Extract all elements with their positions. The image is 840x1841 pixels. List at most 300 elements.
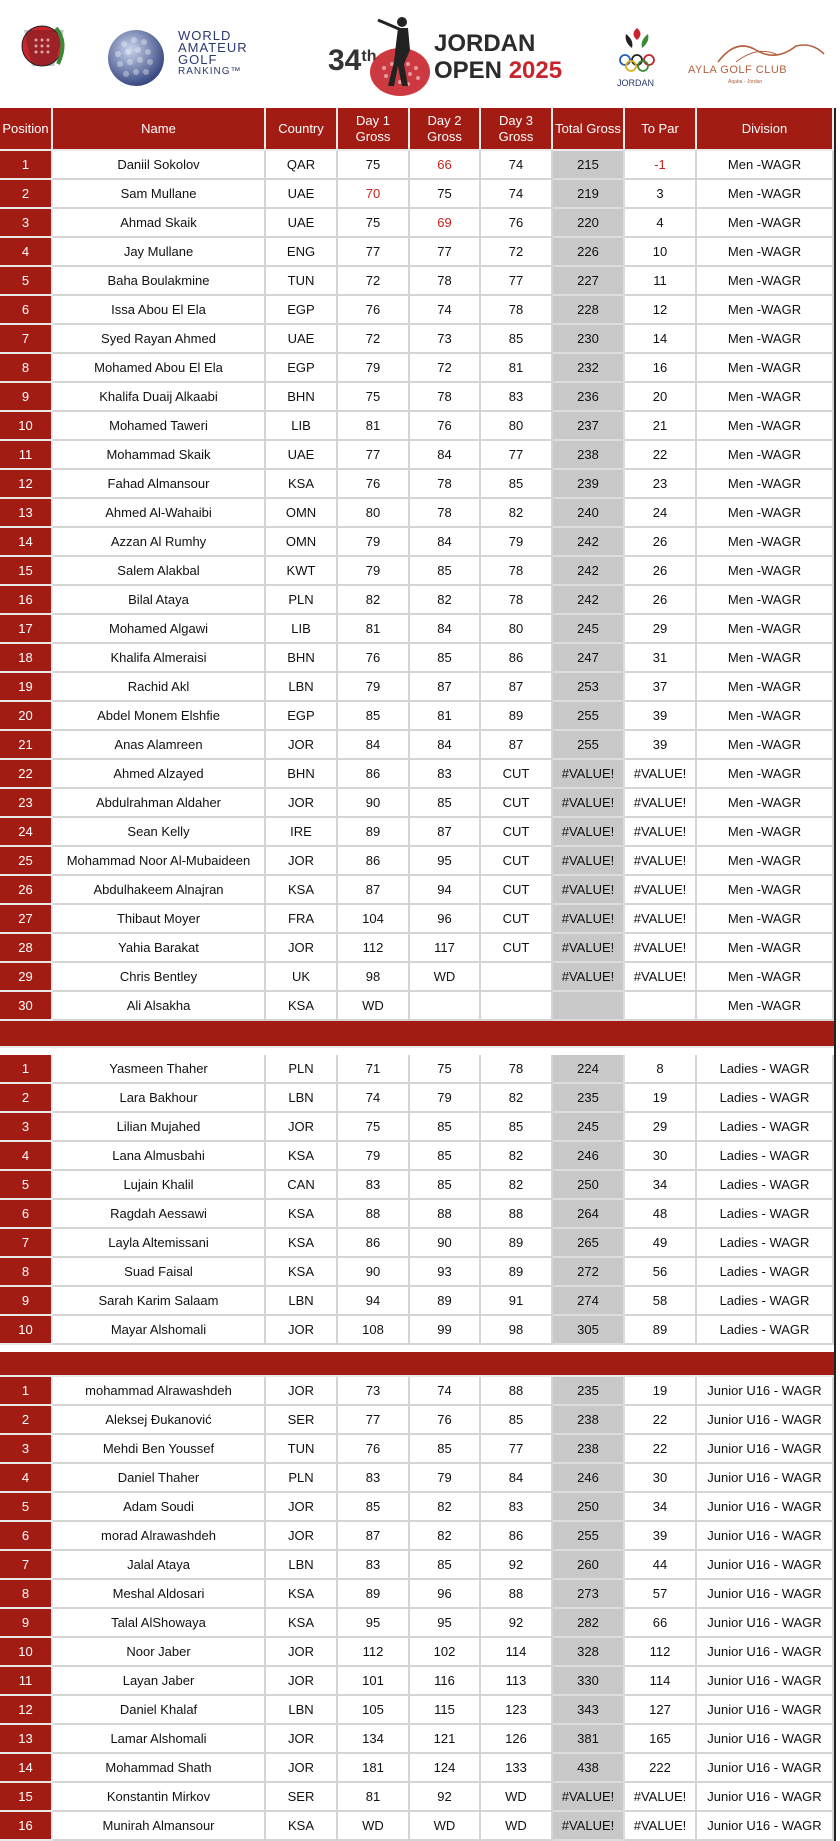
day3-cell: 81 (481, 354, 553, 383)
table-row (0, 1142, 834, 1171)
division-cell: Junior U16 - WAGR (697, 1580, 834, 1609)
ayla-swoosh-logo (716, 36, 826, 66)
table-row (0, 267, 834, 296)
to-par-cell: 34 (625, 1493, 697, 1522)
division-separator (0, 1021, 834, 1048)
position-cell: 4 (0, 1142, 53, 1171)
table-row (0, 1200, 834, 1229)
column-header-position: Position (0, 108, 53, 151)
golfer-silhouette-icon (364, 14, 434, 98)
day3-cell: CUT (481, 905, 553, 934)
table-row (0, 441, 834, 470)
table-row (0, 1084, 834, 1113)
name-cell: Rachid Akl (53, 673, 266, 702)
day1-cell: 72 (338, 325, 410, 354)
position-cell: 5 (0, 1171, 53, 1200)
day3-cell: 82 (481, 1084, 553, 1113)
division-cell: Ladies - WAGR (697, 1142, 834, 1171)
day1-cell: 76 (338, 296, 410, 325)
to-par-cell: 58 (625, 1287, 697, 1316)
day1-cell: 112 (338, 1638, 410, 1667)
division-cell: Ladies - WAGR (697, 1316, 834, 1345)
country-cell: KSA (266, 1812, 338, 1841)
country-cell: KSA (266, 1580, 338, 1609)
total-cell: 245 (553, 615, 625, 644)
day2-cell: 95 (410, 1609, 481, 1638)
total-cell: 282 (553, 1609, 625, 1638)
total-cell: 246 (553, 1464, 625, 1493)
table-row (0, 1171, 834, 1200)
total-cell: 219 (553, 180, 625, 209)
total-cell: 265 (553, 1229, 625, 1258)
division-cell: Junior U16 - WAGR (697, 1435, 834, 1464)
name-cell: Chris Bentley (53, 963, 266, 992)
position-cell: 13 (0, 1725, 53, 1754)
to-par-cell: 48 (625, 1200, 697, 1229)
country-cell: JOR (266, 934, 338, 963)
day1-cell: 75 (338, 383, 410, 412)
total-cell: #VALUE! (553, 876, 625, 905)
total-cell: 238 (553, 1406, 625, 1435)
country-cell: UK (266, 963, 338, 992)
table-row (0, 528, 834, 557)
to-par-cell: 31 (625, 644, 697, 673)
day2-cell: 88 (410, 1200, 481, 1229)
day1-cell: 80 (338, 499, 410, 528)
country-cell: JOR (266, 1667, 338, 1696)
division-cell: Ladies - WAGR (697, 1113, 834, 1142)
day1-cell: 77 (338, 1406, 410, 1435)
division-cell: Junior U16 - WAGR (697, 1522, 834, 1551)
day2-cell: 78 (410, 383, 481, 412)
day2-cell: 78 (410, 499, 481, 528)
day1-cell: 98 (338, 963, 410, 992)
section-gap (0, 1048, 834, 1055)
name-cell: Bilal Ataya (53, 586, 266, 615)
division-cell: Ladies - WAGR (697, 1055, 834, 1084)
day2-cell: 84 (410, 731, 481, 760)
country-cell: KSA (266, 876, 338, 905)
table-row (0, 1638, 834, 1667)
day2-cell: 82 (410, 586, 481, 615)
day3-cell: 78 (481, 586, 553, 615)
name-cell: Meshal Aldosari (53, 1580, 266, 1609)
day1-cell: 79 (338, 1142, 410, 1171)
division-cell: Men -WAGR (697, 441, 834, 470)
position-cell: 10 (0, 1638, 53, 1667)
total-cell: 224 (553, 1055, 625, 1084)
country-cell: KWT (266, 557, 338, 586)
column-header-division: Division (697, 108, 834, 151)
position-cell: 9 (0, 1609, 53, 1638)
position-cell: 9 (0, 383, 53, 412)
position-cell: 1 (0, 1055, 53, 1084)
total-cell: 264 (553, 1200, 625, 1229)
day1-cell: 82 (338, 586, 410, 615)
name-cell: Adam Soudi (53, 1493, 266, 1522)
position-cell: 1 (0, 1377, 53, 1406)
day2-cell: 85 (410, 1142, 481, 1171)
country-cell: UAE (266, 180, 338, 209)
club-name: AYLA GOLF CLUB (688, 64, 788, 76)
country-cell: SER (266, 1406, 338, 1435)
total-cell: 230 (553, 325, 625, 354)
day2-cell: 84 (410, 615, 481, 644)
position-cell: 14 (0, 528, 53, 557)
division-cell: Men -WAGR (697, 992, 834, 1021)
position-cell: 7 (0, 1229, 53, 1258)
table-row (0, 1435, 834, 1464)
to-par-cell: 19 (625, 1377, 697, 1406)
division-cell: Men -WAGR (697, 731, 834, 760)
total-cell: #VALUE! (553, 818, 625, 847)
table-row (0, 1377, 834, 1406)
day3-cell: 87 (481, 673, 553, 702)
name-cell: Issa Abou El Ela (53, 296, 266, 325)
country-cell: KSA (266, 470, 338, 499)
to-par-cell: #VALUE! (625, 934, 697, 963)
to-par-cell: 26 (625, 528, 697, 557)
country-cell: EGP (266, 296, 338, 325)
day1-cell: 75 (338, 1113, 410, 1142)
day3-cell: 85 (481, 470, 553, 499)
country-cell: LBN (266, 673, 338, 702)
name-cell: Ali Alsakha (53, 992, 266, 1021)
day2-cell: 74 (410, 1377, 481, 1406)
position-cell: 4 (0, 1464, 53, 1493)
division-cell: Men -WAGR (697, 238, 834, 267)
country-cell: LIB (266, 412, 338, 441)
country-cell: KSA (266, 1609, 338, 1638)
table-row (0, 1287, 834, 1316)
leaderboard (0, 108, 836, 1841)
position-cell: 5 (0, 267, 53, 296)
division-cell: Men -WAGR (697, 789, 834, 818)
total-cell: 215 (553, 151, 625, 180)
column-header-country: Country (266, 108, 338, 151)
country-cell: JOR (266, 847, 338, 876)
name-cell: Sarah Karim Salaam (53, 1287, 266, 1316)
to-par-cell: 89 (625, 1316, 697, 1345)
to-par-cell: 11 (625, 267, 697, 296)
division-cell: Men -WAGR (697, 499, 834, 528)
table-row (0, 1783, 834, 1812)
day2-cell: 117 (410, 934, 481, 963)
day2-cell: 79 (410, 1084, 481, 1113)
name-cell: Sean Kelly (53, 818, 266, 847)
day3-cell: 78 (481, 1055, 553, 1084)
day3-cell: 86 (481, 1522, 553, 1551)
country-cell: OMN (266, 528, 338, 557)
division-cell: Men -WAGR (697, 412, 834, 441)
day3-cell: 89 (481, 1258, 553, 1287)
day3-cell: WD (481, 1783, 553, 1812)
day2-cell: 90 (410, 1229, 481, 1258)
day3-cell: 80 (481, 615, 553, 644)
day2-cell: 116 (410, 1667, 481, 1696)
day1-cell: 76 (338, 470, 410, 499)
to-par-cell: 26 (625, 557, 697, 586)
division-cell: Junior U16 - WAGR (697, 1696, 834, 1725)
name-cell: Daniel Khalaf (53, 1696, 266, 1725)
to-par-cell: 24 (625, 499, 697, 528)
position-cell: 15 (0, 557, 53, 586)
name-cell: Layan Jaber (53, 1667, 266, 1696)
to-par-cell: 57 (625, 1580, 697, 1609)
column-header-to-par: To Par (625, 108, 697, 151)
day1-cell: 75 (338, 151, 410, 180)
day2-cell: 85 (410, 789, 481, 818)
total-cell: 247 (553, 644, 625, 673)
position-cell: 3 (0, 1435, 53, 1464)
division-cell: Men -WAGR (697, 528, 834, 557)
day1-cell: WD (338, 1812, 410, 1841)
day2-cell: 75 (410, 1055, 481, 1084)
day1-cell: 74 (338, 1084, 410, 1113)
country-cell: CAN (266, 1171, 338, 1200)
day3-cell: 74 (481, 151, 553, 180)
country-cell: JOR (266, 1113, 338, 1142)
country-cell: JOR (266, 1316, 338, 1345)
day2-cell: 94 (410, 876, 481, 905)
country-cell: TUN (266, 267, 338, 296)
position-cell: 17 (0, 615, 53, 644)
total-cell: #VALUE! (553, 905, 625, 934)
to-par-cell: #VALUE! (625, 905, 697, 934)
total-cell: 246 (553, 1142, 625, 1171)
to-par-cell: 16 (625, 354, 697, 383)
name-cell: morad Alrawashdeh (53, 1522, 266, 1551)
name-cell: Lara Bakhour (53, 1084, 266, 1113)
name-cell: Lamar Alshomali (53, 1725, 266, 1754)
day2-cell: 66 (410, 151, 481, 180)
day3-cell: 88 (481, 1377, 553, 1406)
country-cell: LBN (266, 1287, 338, 1316)
day2-cell: 85 (410, 557, 481, 586)
name-cell: Abdel Monem Elshfie (53, 702, 266, 731)
day3-cell: 74 (481, 180, 553, 209)
day1-cell: 81 (338, 1783, 410, 1812)
to-par-cell: 56 (625, 1258, 697, 1287)
division-cell: Junior U16 - WAGR (697, 1609, 834, 1638)
to-par-cell: #VALUE! (625, 760, 697, 789)
day3-cell: 85 (481, 1406, 553, 1435)
day2-cell: 85 (410, 1435, 481, 1464)
total-cell: 255 (553, 1522, 625, 1551)
section-gap (0, 1345, 834, 1352)
total-cell: 239 (553, 470, 625, 499)
day1-cell: 95 (338, 1609, 410, 1638)
day3-cell: WD (481, 1812, 553, 1841)
country-cell: FRA (266, 905, 338, 934)
division-cell: Men -WAGR (697, 267, 834, 296)
table-row (0, 992, 834, 1021)
day3-cell: 91 (481, 1287, 553, 1316)
day2-cell: 99 (410, 1316, 481, 1345)
country-cell: JOR (266, 731, 338, 760)
table-row (0, 586, 834, 615)
name-cell: Baha Boulakmine (53, 267, 266, 296)
day2-cell: 79 (410, 1464, 481, 1493)
division-cell: Men -WAGR (697, 180, 834, 209)
to-par-cell: 3 (625, 180, 697, 209)
day2-cell: 69 (410, 209, 481, 238)
country-cell: PLN (266, 1464, 338, 1493)
table-row (0, 673, 834, 702)
to-par-cell: 21 (625, 412, 697, 441)
to-par-cell: 29 (625, 1113, 697, 1142)
day2-cell: 82 (410, 1522, 481, 1551)
day1-cell: 86 (338, 760, 410, 789)
to-par-cell: 22 (625, 1435, 697, 1464)
day1-cell: 77 (338, 441, 410, 470)
table-row (0, 905, 834, 934)
day3-cell: 85 (481, 1113, 553, 1142)
position-cell: 2 (0, 1406, 53, 1435)
name-cell: Yahia Barakat (53, 934, 266, 963)
total-cell: 242 (553, 586, 625, 615)
day1-cell: 89 (338, 818, 410, 847)
name-cell: Mohamed Taweri (53, 412, 266, 441)
country-cell: JOR (266, 1754, 338, 1783)
day1-cell: 85 (338, 702, 410, 731)
day2-cell: WD (410, 963, 481, 992)
position-cell: 30 (0, 992, 53, 1021)
event-title: JORDAN OPEN 2025 (434, 30, 563, 84)
position-cell: 26 (0, 876, 53, 905)
division-cell: Junior U16 - WAGR (697, 1754, 834, 1783)
name-cell: Mohammad Noor Al-Mubaideen (53, 847, 266, 876)
to-par-cell: 114 (625, 1667, 697, 1696)
day3-cell: 92 (481, 1551, 553, 1580)
day3-cell: 88 (481, 1200, 553, 1229)
to-par-cell: 23 (625, 470, 697, 499)
table-row (0, 1754, 834, 1783)
to-par-cell: 165 (625, 1725, 697, 1754)
total-cell (553, 992, 625, 1021)
country-cell: EGP (266, 354, 338, 383)
name-cell: Ahmed Alzayed (53, 760, 266, 789)
country-cell: TUN (266, 1435, 338, 1464)
position-cell: 15 (0, 1783, 53, 1812)
to-par-cell: 37 (625, 673, 697, 702)
day2-cell: 87 (410, 818, 481, 847)
to-par-cell: #VALUE! (625, 847, 697, 876)
leaderboard-table (0, 108, 834, 1841)
position-cell: 2 (0, 180, 53, 209)
name-cell: Azzan Al Rumhy (53, 528, 266, 557)
table-row (0, 412, 834, 441)
name-cell: Salem Alakbal (53, 557, 266, 586)
table-row (0, 760, 834, 789)
day3-cell: 78 (481, 296, 553, 325)
country-cell: LIB (266, 615, 338, 644)
day2-cell: 73 (410, 325, 481, 354)
day3-cell: 80 (481, 412, 553, 441)
total-cell: 250 (553, 1493, 625, 1522)
name-cell: Noor Jaber (53, 1638, 266, 1667)
division-cell: Men -WAGR (697, 934, 834, 963)
country-cell: QAR (266, 151, 338, 180)
day1-cell: WD (338, 992, 410, 1021)
total-cell: 237 (553, 412, 625, 441)
position-cell: 21 (0, 731, 53, 760)
day3-cell: 87 (481, 731, 553, 760)
country-cell: JOR (266, 1493, 338, 1522)
column-header-total: Total Gross (553, 108, 625, 151)
name-cell: Yasmeen Thaher (53, 1055, 266, 1084)
to-par-cell: 20 (625, 383, 697, 412)
day2-cell: 85 (410, 1171, 481, 1200)
position-cell: 13 (0, 499, 53, 528)
table-row (0, 1316, 834, 1345)
position-cell: 2 (0, 1084, 53, 1113)
day2-cell: 85 (410, 1551, 481, 1580)
day3-cell: 82 (481, 499, 553, 528)
position-cell: 12 (0, 1696, 53, 1725)
position-cell: 10 (0, 412, 53, 441)
total-cell: 245 (553, 1113, 625, 1142)
division-cell: Junior U16 - WAGR (697, 1667, 834, 1696)
day3-cell: 78 (481, 557, 553, 586)
total-cell: #VALUE! (553, 789, 625, 818)
day1-cell: 70 (338, 180, 410, 209)
total-cell: 242 (553, 557, 625, 586)
to-par-cell: 12 (625, 296, 697, 325)
column-header-day3: Day 3 Gross (481, 108, 553, 151)
table-row (0, 180, 834, 209)
to-par-cell: 19 (625, 1084, 697, 1113)
country-cell: IRE (266, 818, 338, 847)
country-cell: LBN (266, 1551, 338, 1580)
division-separator (0, 1352, 834, 1377)
name-cell: Fahad Almansour (53, 470, 266, 499)
total-cell: 240 (553, 499, 625, 528)
column-header-day2: Day 2 Gross (410, 108, 481, 151)
day3-cell: 88 (481, 1580, 553, 1609)
to-par-cell: 44 (625, 1551, 697, 1580)
total-cell: 343 (553, 1696, 625, 1725)
day2-cell: 84 (410, 441, 481, 470)
country-cell: UAE (266, 325, 338, 354)
table-row (0, 325, 834, 354)
division-cell: Men -WAGR (697, 151, 834, 180)
division-cell: Ladies - WAGR (697, 1287, 834, 1316)
name-cell: Khalifa Duaij Alkaabi (53, 383, 266, 412)
position-cell: 11 (0, 1667, 53, 1696)
day1-cell: 88 (338, 1200, 410, 1229)
position-cell: 4 (0, 238, 53, 267)
day1-cell: 86 (338, 1229, 410, 1258)
olympic-label: JORDAN (617, 78, 655, 88)
position-cell: 6 (0, 1200, 53, 1229)
division-cell: Men -WAGR (697, 673, 834, 702)
position-cell: 10 (0, 1316, 53, 1345)
total-cell: 238 (553, 1435, 625, 1464)
country-cell: PLN (266, 1055, 338, 1084)
table-row (0, 557, 834, 586)
day2-cell: 121 (410, 1725, 481, 1754)
total-cell: 438 (553, 1754, 625, 1783)
country-cell: KSA (266, 1142, 338, 1171)
day3-cell: CUT (481, 760, 553, 789)
position-cell: 23 (0, 789, 53, 818)
day2-cell: 115 (410, 1696, 481, 1725)
column-header-name: Name (53, 108, 266, 151)
day3-cell: CUT (481, 934, 553, 963)
table-row (0, 1696, 834, 1725)
table-row (0, 1113, 834, 1142)
